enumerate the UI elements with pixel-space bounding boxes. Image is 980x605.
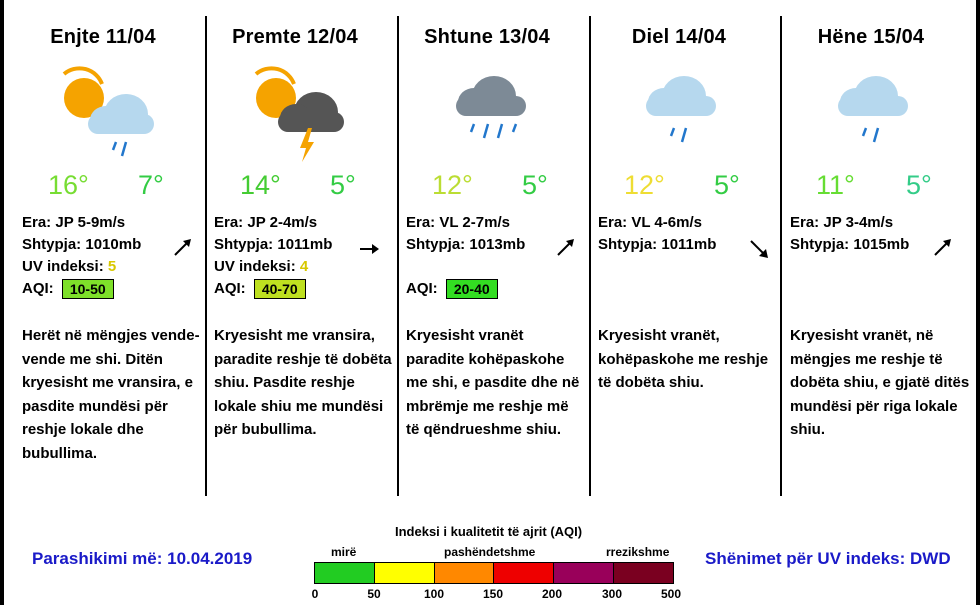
uv-value: 5: [107, 258, 117, 275]
day-title: Enjte 11/04: [50, 26, 156, 48]
day-column-3: [392, 0, 582, 500]
day-info: [406, 212, 525, 300]
temperature-min: 5°: [330, 170, 356, 200]
scale-segment: [315, 563, 375, 583]
pressure-label: Shtypja:: [790, 236, 850, 253]
arrow-up-right-icon: [172, 236, 194, 258]
wind-label: Era:: [598, 214, 628, 231]
uv-label: UV indeksi:: [214, 258, 296, 275]
aqi-label: AQI:: [214, 280, 246, 297]
day-description: Kryesisht vranët paradite kohëpaskohe me shi, e pasdite dhe në mbrëmje me reshje më të qëndrueshme shiu.: [406, 327, 580, 438]
temperature-max: 14°: [240, 170, 281, 200]
day-column-4: [584, 0, 774, 500]
arrow-down-right-icon: [748, 238, 770, 260]
wind-label: Era:: [214, 214, 244, 231]
pressure-value: 1010mb: [85, 236, 142, 253]
pressure-label: Shtypja:: [598, 236, 658, 253]
scale-label-dangerous: rrezikshme: [606, 545, 670, 559]
day-info: [598, 212, 716, 256]
scale-label-good: mirë: [331, 545, 357, 559]
wind-value: JP 5-9m/s: [55, 214, 126, 231]
uv-source-note: Shënimet për UV indeks: DWD: [705, 549, 951, 568]
pressure-label: Shtypja:: [214, 236, 274, 253]
scale-segment: [614, 563, 673, 583]
day-description: Herët në mëngjes vende-vende me shi. Ditën kryesisht me vransira, e pasdite mundësi për reshje lokale dhe bubullima.: [22, 327, 200, 462]
day-title: Premte 12/04: [232, 26, 358, 48]
aqi-badge: 10-50: [62, 279, 114, 299]
pressure-label: Shtypja:: [406, 236, 466, 253]
dark-cloud-rain-icon: [432, 62, 542, 162]
temperature-min: 7°: [138, 170, 164, 200]
uv-label: UV indeksi:: [22, 258, 104, 275]
arrow-right-icon: [358, 238, 380, 260]
day-title: Shtune 13/04: [424, 26, 550, 48]
day-column-1: [8, 0, 198, 500]
temperature-max: 12°: [624, 170, 665, 200]
pressure-value: 1011mb: [661, 236, 717, 253]
pressure-label: Shtypja:: [22, 236, 82, 253]
scale-segment: [435, 563, 495, 583]
wind-label: Era:: [790, 214, 820, 231]
day-title: Diel 14/04: [631, 26, 727, 48]
aqi-label: AQI:: [22, 280, 54, 297]
temperature-max: 12°: [432, 170, 473, 200]
wind-value: JP 3-4m/s: [823, 214, 894, 231]
wind-label: Era:: [22, 214, 52, 231]
arrow-up-right-icon: [555, 236, 577, 258]
pressure-value: 1013mb: [469, 236, 526, 253]
temperature-min: 5°: [522, 170, 548, 200]
scale-tick: 50: [367, 587, 381, 601]
pressure-value: 1011mb: [277, 236, 333, 253]
scale-segment: [554, 563, 614, 583]
temperature-max: 11°: [816, 170, 855, 200]
wind-value: VL 4-6m/s: [631, 214, 702, 231]
temperature-max: 16°: [48, 170, 89, 200]
scale-tick: 100: [423, 587, 445, 601]
day-description: Kryesisht vranët, në mëngjes me reshje të dobëta shiu, e gjatë ditës mundësi për riga lokale shiu.: [790, 327, 970, 438]
frame-left: [0, 0, 4, 605]
scale-label-unhealthy: pashëndetshme: [444, 545, 536, 559]
scale-tick: 300: [601, 587, 623, 601]
uv-value: 4: [299, 258, 309, 275]
cloud-rain-icon: [624, 62, 734, 162]
scale-segment: [375, 563, 435, 583]
pressure-value: 1015mb: [853, 236, 910, 253]
wind-value: JP 2-4m/s: [247, 214, 318, 231]
aqi-scale-bar: [314, 562, 674, 584]
sun-cloud-rain-icon: [48, 62, 158, 162]
forecast-date: Parashikimi më: 10.04.2019: [32, 549, 253, 568]
day-info: [22, 212, 141, 300]
day-info: [214, 212, 332, 300]
temperature-min: 5°: [906, 170, 932, 200]
scale-tick: 150: [482, 587, 504, 601]
day-column-5: [776, 0, 970, 500]
day-description: Kryesisht vranët, kohëpaskohe me reshje të dobëta shiu.: [598, 327, 769, 391]
aqi-badge: 20-40: [446, 279, 498, 299]
wind-label: Era:: [406, 214, 436, 231]
day-title: Hëne 15/04: [817, 26, 925, 48]
day-column-2: [200, 0, 390, 500]
scale-tick: 0: [311, 587, 319, 601]
wind-value: VL 2-7m/s: [439, 214, 510, 231]
scale-tick: 200: [541, 587, 563, 601]
aqi-badge: 40-70: [254, 279, 306, 299]
scale-tick: 500: [660, 587, 682, 601]
frame-right: [976, 0, 980, 605]
day-description: Kryesisht me vransira, paradite reshje të dobëta shiu. Pasdite reshje lokale shiu me mundësi për bubullima.: [214, 327, 392, 438]
scale-segment: [494, 563, 554, 583]
sun-cloud-thunder-icon: [240, 62, 350, 162]
day-info: [790, 212, 909, 256]
temperature-min: 5°: [714, 170, 740, 200]
aqi-label: AQI:: [406, 280, 438, 297]
cloud-rain-icon: [816, 62, 926, 162]
aqi-legend-title: Indeksi i kualitetit të ajrit (AQI): [395, 524, 583, 539]
arrow-up-right-icon: [932, 236, 954, 258]
